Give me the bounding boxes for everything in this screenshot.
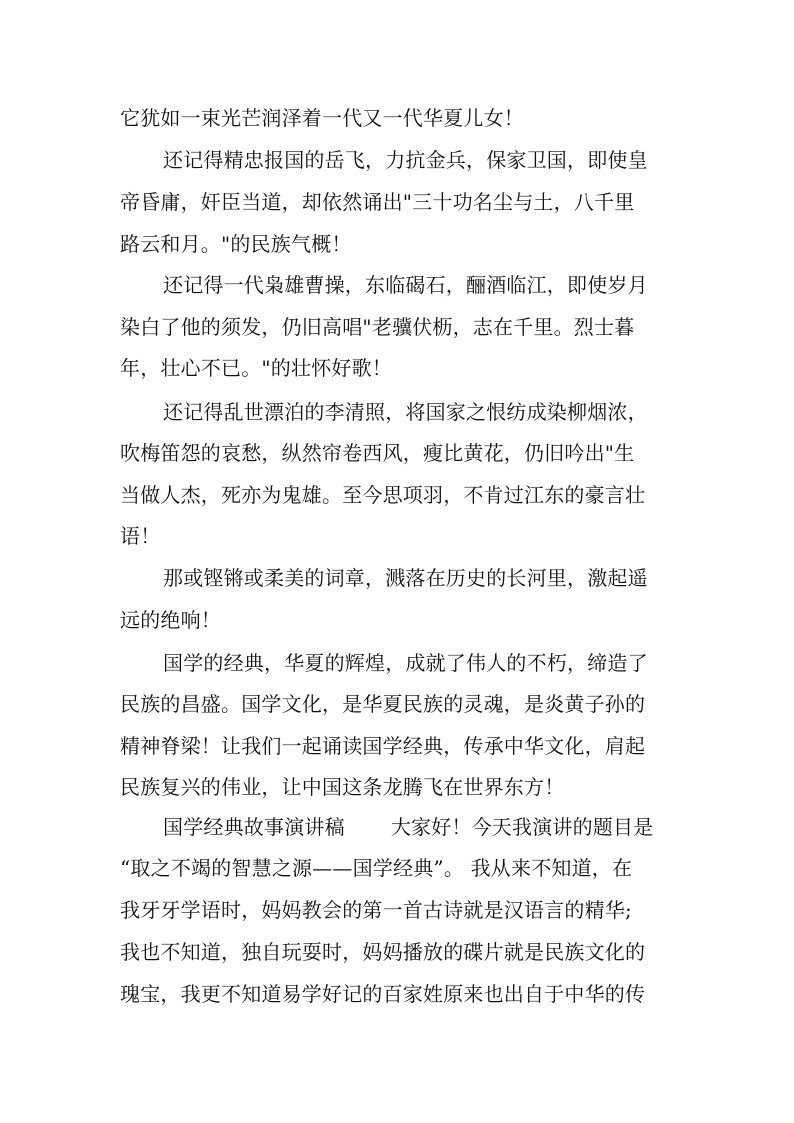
text-line: 民族复兴的伟业，让中国这条龙腾飞在世界东方！ bbox=[120, 775, 565, 799]
text-line: 吹梅笛怨的哀愁，纵然帘卷西风，瘦比黄花，仍旧吟出"生 bbox=[120, 441, 635, 465]
text-line: 路云和月。"的民族气概！ bbox=[120, 232, 352, 256]
text-line: 精神脊梁！让我们一起诵读国学经典，传承中华文化，肩起 bbox=[120, 734, 646, 758]
text-line: 它犹如一束光芒润泽着一代又一代华夏儿女！ bbox=[120, 106, 524, 130]
text-line: 我牙牙学语时，妈妈教会的第一首古诗就是汉语言的精华; bbox=[120, 898, 632, 922]
text-line: 民族的昌盛。国学文化，是华夏民族的灵魂，是炎黄子孙的 bbox=[120, 692, 646, 716]
text-line: 还记得乱世漂泊的李清照，将国家之恨纺成染柳烟浓， bbox=[163, 400, 648, 424]
speech-title: 国学经典故事演讲稿 bbox=[163, 815, 345, 839]
text-line: 还记得精忠报国的岳飞，力抗金兵，保家卫国，即使皇 bbox=[163, 148, 648, 172]
text-line: “取之不竭的智慧之源——国学经典”。 我从来不知道，在 bbox=[120, 856, 633, 880]
speech-title-line bbox=[163, 815, 653, 839]
text-line: 还记得一代枭雄曹操，东临碣石，酾酒临江，即使岁月 bbox=[163, 273, 648, 297]
text-line: 当做人杰，死亦为鬼雄。至今思项羽，不肯过江东的豪言壮 bbox=[120, 483, 646, 507]
text-line: 远的绝响！ bbox=[120, 608, 221, 632]
text-line: 帝昏庸，奸臣当道，却依然诵出"三十功名尘与土，八千里 bbox=[120, 190, 635, 214]
text-line: 语！ bbox=[120, 524, 161, 548]
text-line: 染白了他的须发，仍旧高唱"老骥伏枥，志在千里。烈士暮 bbox=[120, 315, 635, 339]
text-line: 瑰宝，我更不知道易学好记的百家姓原来也出自于中华的传 bbox=[120, 982, 646, 1006]
text-line: 国学的经典，华夏的辉煌，成就了伟人的不朽，缔造了 bbox=[163, 651, 648, 675]
text-line: 我也不知道，独自玩耍时，妈妈播放的碟片就是民族文化的 bbox=[120, 940, 646, 964]
text-line: 年，壮心不已。"的壮怀好歌！ bbox=[120, 356, 392, 380]
text-line: 那或铿锵或柔美的词章，溅落在历史的长河里，激起遥 bbox=[163, 566, 648, 590]
speech-greeting: 大家好！今天我演讲的题目是 bbox=[390, 815, 654, 839]
